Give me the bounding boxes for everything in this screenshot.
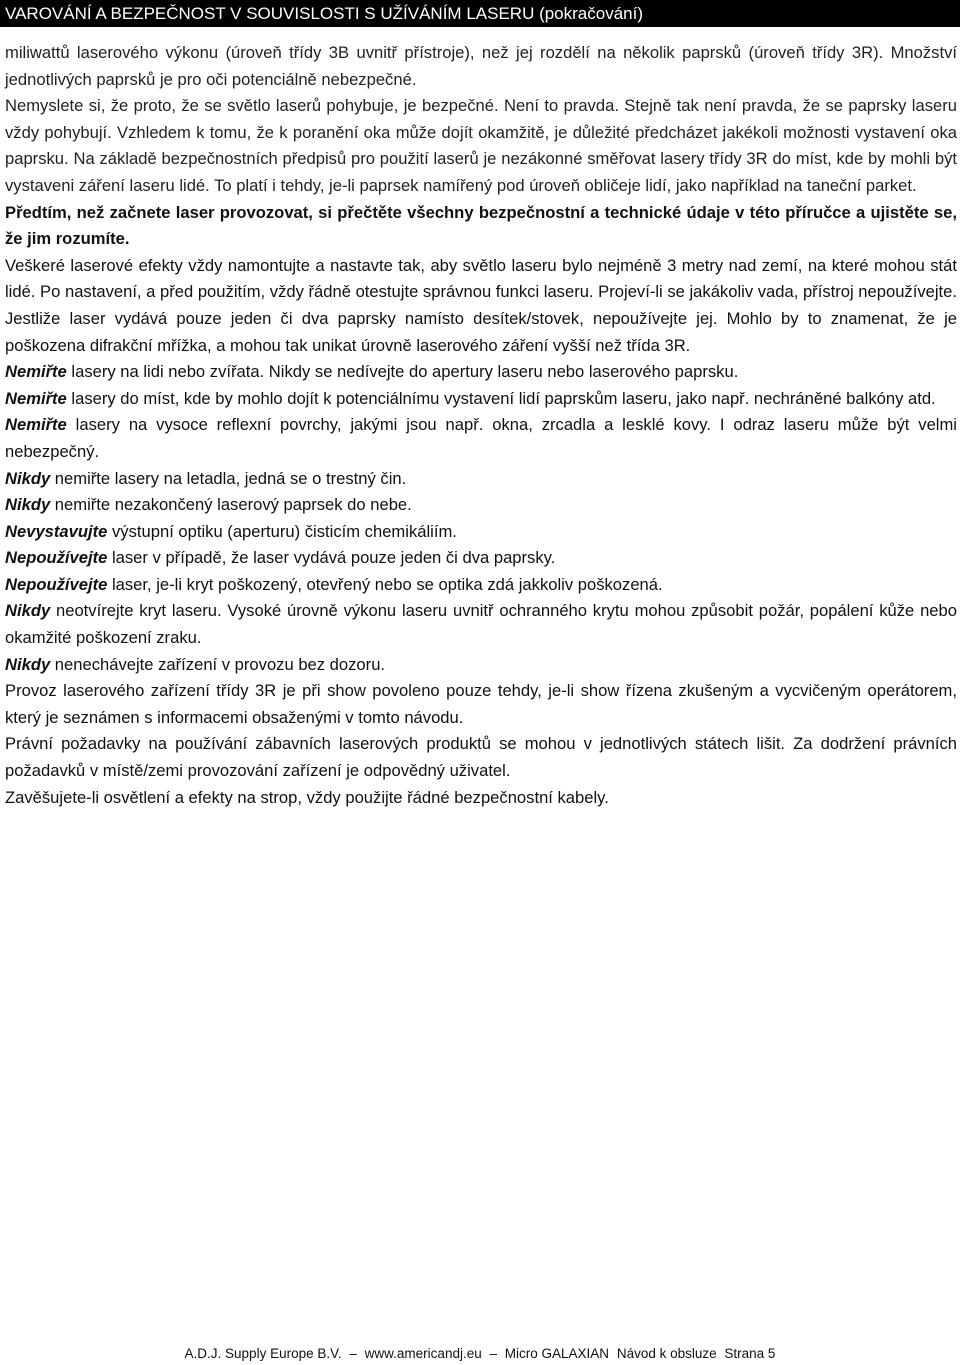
- page-title: VAROVÁNÍ A BEZPEČNOST V SOUVISLOSTI S UŽÍVÁNÍM LASERU (pokračování): [5, 4, 643, 23]
- rule-lead: Nepoužívejte: [5, 574, 108, 594]
- rule-text: laser v případě, že laser vydává pouze jeden či dva paprsky.: [107, 548, 556, 568]
- rule-lead: Nepoužívejte: [5, 548, 108, 568]
- rule-lead: Nemiřte: [5, 388, 67, 408]
- rule-lead: Nikdy: [5, 601, 51, 621]
- paragraph-intro: miliwattů laserového výkonu (úroveň třídy 3B uvnitř přístroje), než jej rozdělí na několik paprsků (úroveň třídy 3R). Množství jednotlivých paprsků je pro oči potenciálně nebezpečné.: [5, 43, 957, 89]
- document-body: [5, 40, 957, 811]
- rule-text: nemiřte lasery na letadla, jedná se o trestný čin.: [50, 468, 407, 488]
- footer-company: A.D.J. Supply Europe B.V.: [184, 1346, 342, 1361]
- page-header: [0, 0, 960, 27]
- footer-page-number: Strana 5: [724, 1346, 776, 1361]
- paragraph-read-manual: Předtím, než začnete laser provozovat, si přečtěte všechny bezpečnostní a technické údaje v této příručce a ujistěte se, že jim rozumíte.: [5, 202, 957, 249]
- rule-item: [5, 466, 957, 493]
- rule-item: [5, 492, 957, 519]
- rule-text: lasery do míst, kde by mohlo dojít k potenciálnímu vystavení lidí paprskům laseru, jako např. nechráněné balkóny atd.: [66, 388, 936, 408]
- rule-text: výstupní optiku (aperturu) čisticím chemikáliím.: [107, 521, 457, 541]
- page-footer: [0, 1344, 960, 1364]
- rule-item: [5, 386, 957, 413]
- paragraph-installation: Veškeré laserové efekty vždy namontujte a nastavte tak, aby světlo laseru bylo nejméně 3 metry nad zemí, na které mohou stát lidé. Po nastavení, a před použitím, vždy řádně otestujte správnou funkci laseru. Projeví-li se jakákoliv vada, přístroj nepoužívejte. Jestliže laser vydává pouze jeden či dva paprsky namísto desítek/stovek, nepoužívejte jej. Mohlo by to znamenat, že je poškozena difrakční mřížka, a mohou tak unikat úrovně laserového záření vyšší než třída 3R.: [5, 255, 957, 355]
- rule-text: laser, je-li kryt poškozený, otevřený nebo se optika zdá jakkoliv poškozená.: [107, 574, 663, 594]
- rule-lead: Nikdy: [5, 468, 51, 488]
- footer-website-link[interactable]: www.americandj.eu: [364, 1346, 482, 1361]
- rule-item: [5, 572, 957, 599]
- rule-text: lasery na lidi nebo zvířata. Nikdy se nedívejte do apertury laseru nebo laserového paprsku.: [66, 362, 739, 382]
- rule-text: nenechávejte zařízení v provozu bez dozoru.: [50, 654, 386, 674]
- footer-separator: –: [489, 1346, 498, 1361]
- rule-lead: Nikdy: [5, 654, 51, 674]
- rule-text: lasery na vysoce reflexní povrchy, jakými jsou např. okna, zrcadla a lesklé kovy. I odraz laseru může být velmi nebezpečný.: [5, 415, 957, 461]
- rule-item: [5, 359, 957, 386]
- paragraph-legal: Právní požadavky na používání zábavních laserových produktů se mohou v jednotlivých státech lišit. Za dodržení právních požadavků v místě/zemi provozování zařízení je odpovědný uživatel.: [5, 734, 957, 781]
- rule-lead: Nemiřte: [5, 362, 67, 382]
- rule-item: [5, 652, 957, 679]
- footer-product: Micro GALAXIAN: [504, 1346, 610, 1361]
- rule-text: nemiřte nezakončený laserový paprsek do nebe.: [50, 495, 412, 515]
- footer-manual: Návod k obsluze: [616, 1346, 717, 1361]
- rule-item: [5, 598, 957, 651]
- paragraph-beam-movement: Nemyslete si, že proto, že se světlo laserů pohybuje, je bezpečné. Není to pravda. Stejně tak není pravda, že se paprsky laseru vždy pohybují. Vzhledem k tomu, že k poranění oka může dojít okamžitě, je důležité předcházet jakékoli možnosti vystavení oka paprsku. Na základě bezpečnostních předpisů pro použití laserů je nezákonné směřovat lasery třídy 3R do míst, kde by mohli být vystaveni záření laseru lidé. To platí i tehdy, je-li paprsek namířený pod úroveň obličeje lidí, jako například na taneční parket.: [5, 96, 957, 195]
- rule-lead: Nemiřte: [5, 415, 67, 435]
- paragraph-operator: Provoz laserového zařízení třídy 3R je při show povoleno pouze tehdy, je-li show řízena zkušeným a vycvičeným operátorem, který je seznámen s informacemi obsaženými v tomto návodu.: [5, 681, 957, 727]
- rule-item: [5, 545, 957, 572]
- rule-lead: Nevystavujte: [5, 521, 108, 541]
- rule-item: [5, 412, 957, 465]
- paragraph-safety-cables: Zavěšujete-li osvětlení a efekty na strop, vždy použijte řádné bezpečnostní kabely.: [5, 787, 609, 807]
- rule-item: [5, 519, 957, 546]
- rule-lead: Nikdy: [5, 495, 51, 515]
- rule-text: neotvírejte kryt laseru. Vysoké úrovně výkonu laseru uvnitř ochranného krytu mohou způsobit požár, popálení kůže nebo okamžité poškození zraku.: [5, 601, 957, 648]
- footer-separator: –: [349, 1346, 357, 1361]
